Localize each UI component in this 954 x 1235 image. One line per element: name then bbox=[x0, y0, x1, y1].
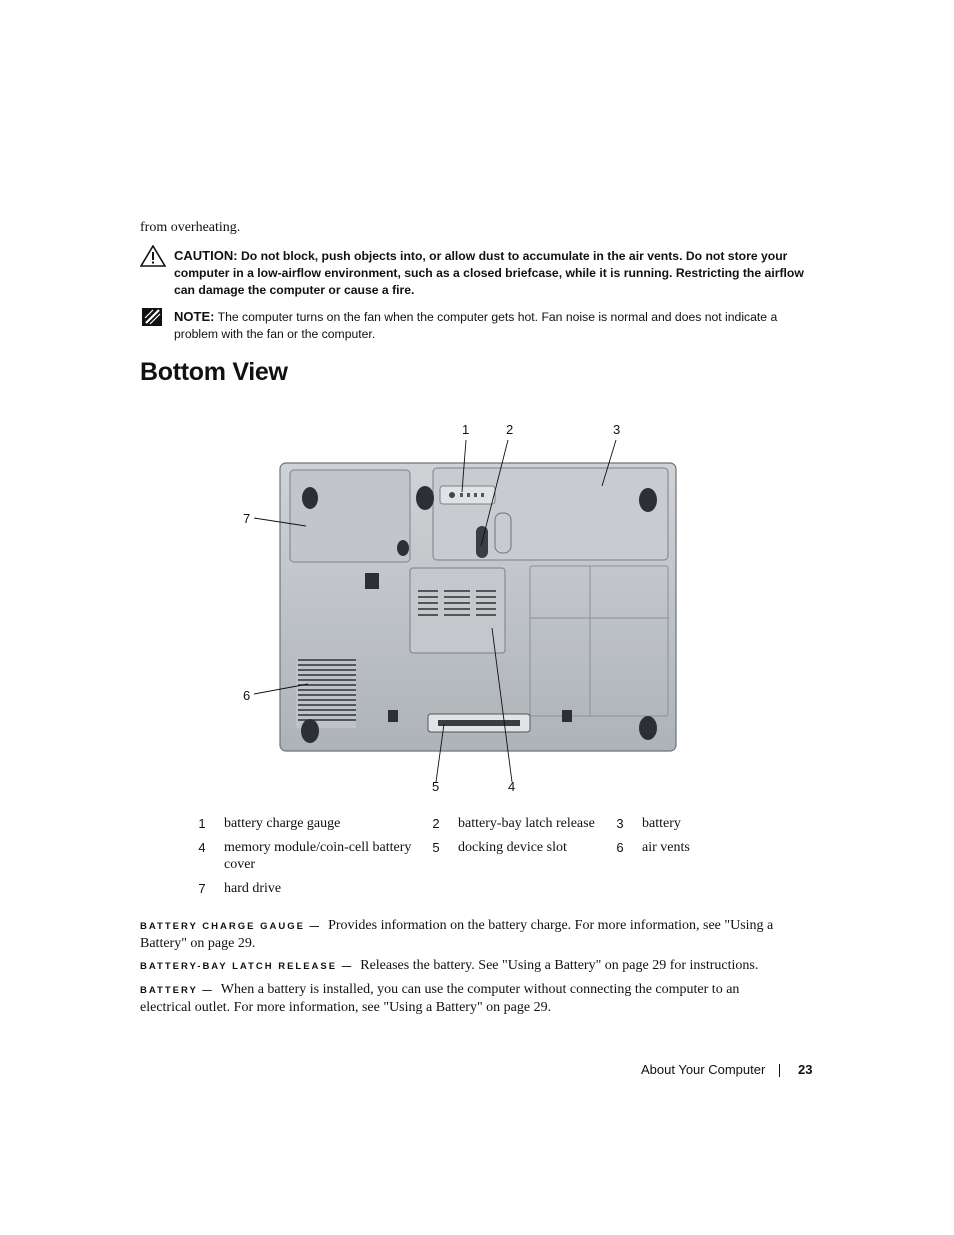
definition-battery-charge-gauge bbox=[140, 917, 780, 952]
legend-label: hard drive bbox=[224, 881, 282, 896]
legend-row bbox=[190, 880, 690, 904]
section-heading: Bottom View bbox=[140, 358, 288, 386]
legend-label: battery-bay latch release bbox=[458, 816, 595, 831]
legend-row bbox=[190, 815, 690, 839]
definition-text: Releases the battery. See "Using a Battery" on page 29 for instructions. bbox=[360, 958, 759, 973]
legend-number: 5 bbox=[432, 840, 440, 855]
note-pencil-icon bbox=[140, 306, 166, 328]
callout-3: 3 bbox=[613, 422, 621, 437]
legend-label: memory module/coin-cell battery cover bbox=[224, 840, 412, 872]
definition-text: Provides information on the battery charge. For more information, see "Using a Battery" on page 29. bbox=[140, 918, 774, 951]
caution-label: CAUTION: bbox=[174, 248, 238, 263]
footer-section-title: About Your Computer bbox=[641, 1062, 766, 1077]
legend-label: docking device slot bbox=[458, 840, 567, 855]
warning-triangle-icon bbox=[140, 245, 166, 267]
note-label: NOTE: bbox=[174, 309, 215, 324]
page-number: 23 bbox=[798, 1062, 813, 1077]
legend-number: 2 bbox=[432, 816, 440, 831]
legend-label: battery bbox=[642, 816, 681, 831]
legend-number: 7 bbox=[198, 881, 206, 896]
definition-battery-bay-latch-release bbox=[140, 957, 780, 975]
callout-6: 6 bbox=[243, 688, 251, 703]
caution-notice bbox=[140, 247, 810, 299]
callout-5: 5 bbox=[432, 779, 440, 794]
legend-number: 4 bbox=[198, 840, 206, 855]
legend-label: battery charge gauge bbox=[224, 816, 341, 831]
laptop-bottom-illustration bbox=[240, 418, 700, 798]
legend-table bbox=[190, 815, 750, 904]
note-notice bbox=[140, 308, 810, 343]
footer-divider bbox=[779, 1064, 780, 1077]
definition-term: BATTERY — bbox=[140, 985, 214, 996]
callout-4: 4 bbox=[508, 779, 516, 794]
definition-term: BATTERY CHARGE GAUGE — bbox=[140, 921, 322, 932]
callout-1: 1 bbox=[462, 422, 470, 437]
legend-number: 1 bbox=[198, 816, 206, 831]
legend-label: air vents bbox=[642, 840, 690, 855]
caution-text: Do not block, push objects into, or allow dust to accumulate in the air vents. Do not store your computer in a low-airflow environment, such as a closed briefcase, while it is running. Restricting the airflow can damage the computer or cause a fire. bbox=[174, 249, 804, 297]
legend-number: 3 bbox=[616, 816, 624, 831]
definition-battery bbox=[140, 981, 780, 1016]
callout-2: 2 bbox=[506, 422, 514, 437]
callout-7: 7 bbox=[243, 511, 251, 526]
legend-row bbox=[190, 839, 690, 880]
bottom-view-figure bbox=[240, 418, 700, 798]
definition-term: BATTERY-BAY LATCH RELEASE — bbox=[140, 961, 354, 972]
note-text: The computer turns on the fan when the computer gets hot. Fan noise is normal and does not indicate a problem with the fan or the computer. bbox=[174, 310, 778, 341]
definition-text: When a battery is installed, you can use the computer without connecting the computer to an electrical outlet. For more information, see "Using a Battery" on page 29. bbox=[140, 982, 740, 1015]
intro-text: from overheating. bbox=[140, 220, 241, 235]
legend-number: 6 bbox=[616, 840, 624, 855]
